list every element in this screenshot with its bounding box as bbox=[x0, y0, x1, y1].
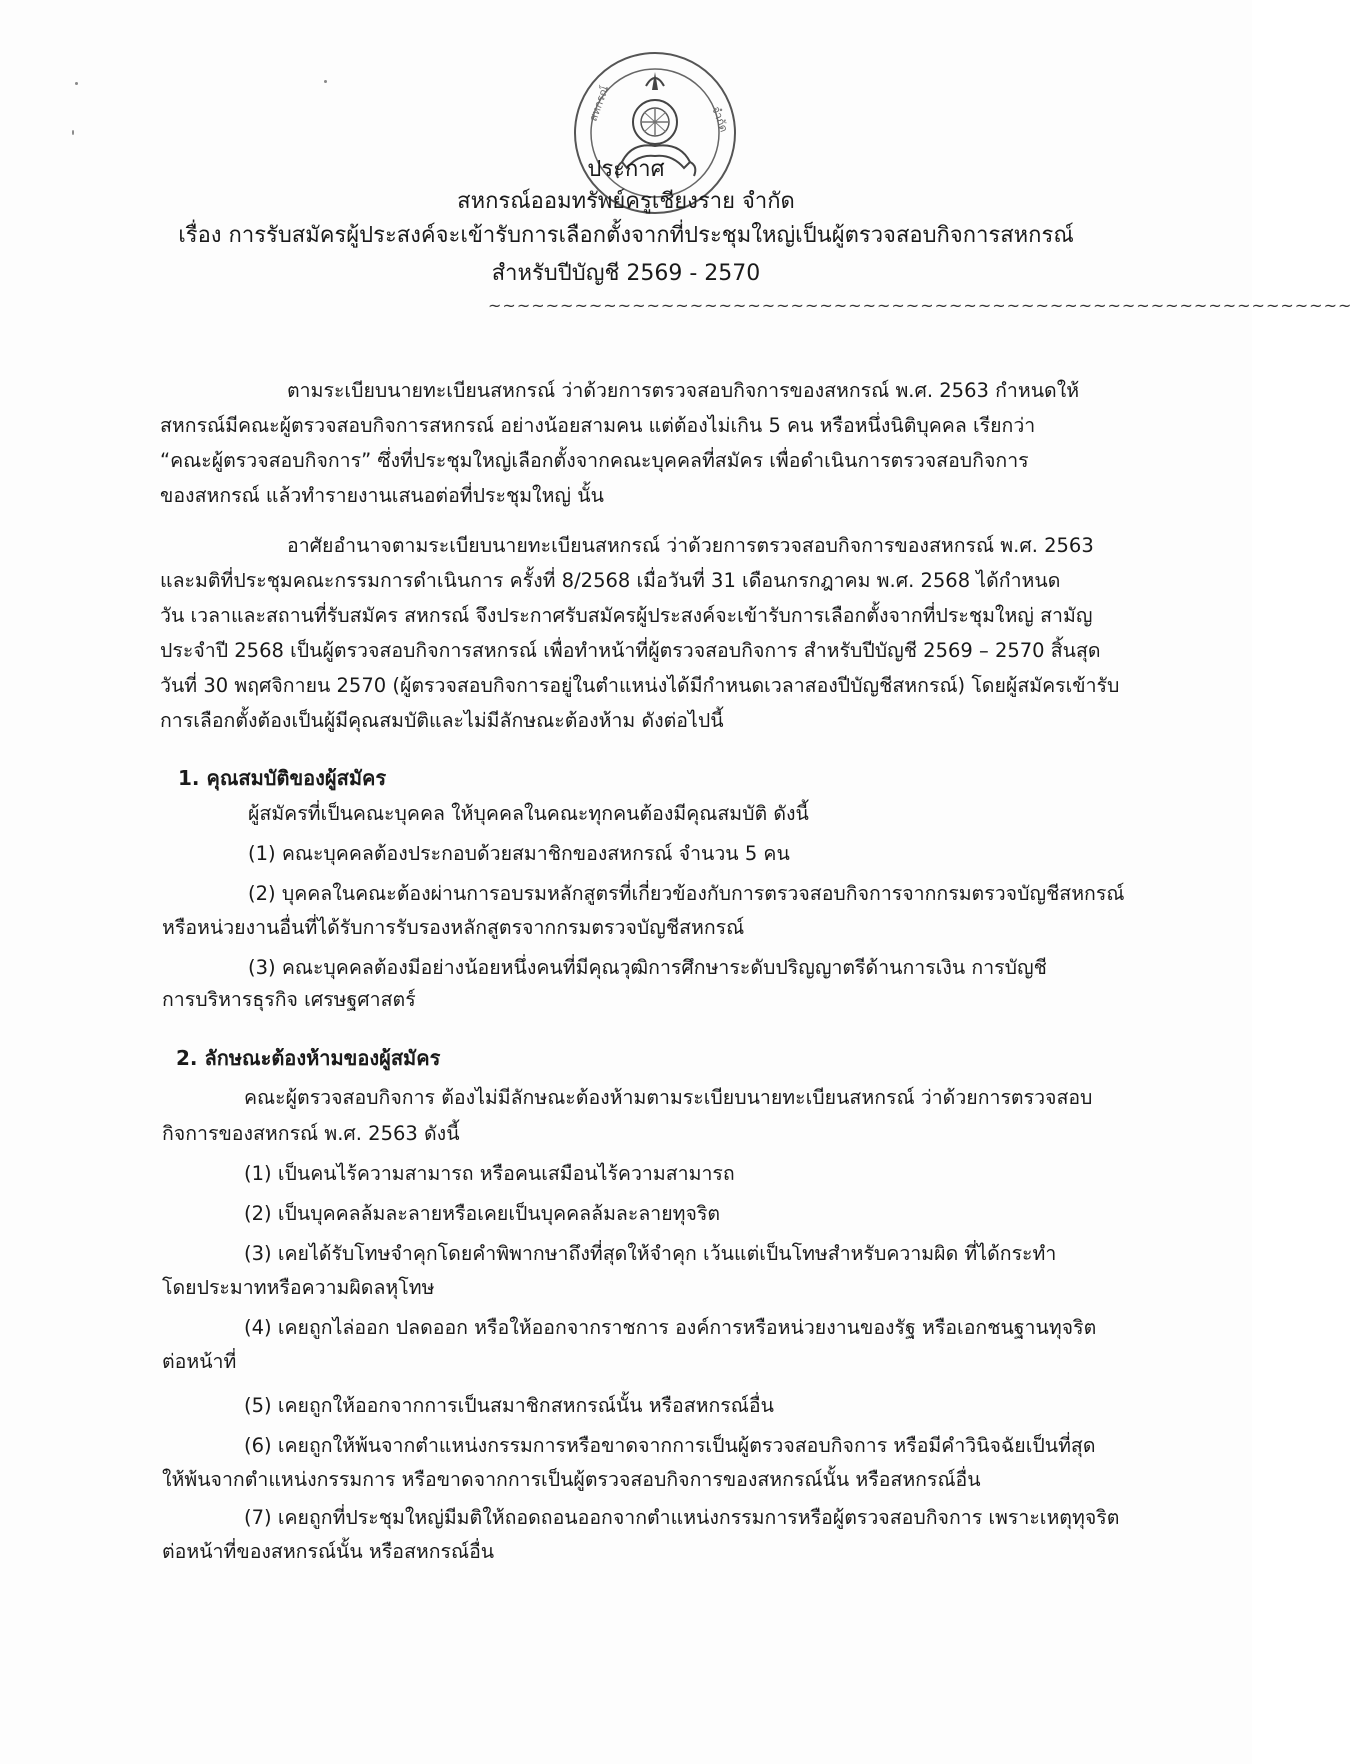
prohibition-item-continued: ต่อหน้าที่ bbox=[162, 1350, 237, 1373]
qualification-item: (2) บุคคลในคณะต้องผ่านการอบรมหลักสูตรที่เกี่ยวข้องกับการตรวจสอบกิจการจากกรมตรวจบัญชีสหกรณ์ bbox=[248, 882, 1125, 905]
svg-text:สหกรณ์: สหกรณ์ bbox=[586, 84, 612, 124]
paragraph-line: “คณะผู้ตรวจสอบกิจการ” ซึ่งที่ประชุมใหญ่เลือกตั้งจากคณะบุคคลที่สมัคร เพื่อดำเนินการตรวจสอบกิจการ bbox=[160, 449, 1029, 472]
paragraph-line: สหกรณ์มีคณะผู้ตรวจสอบกิจการสหกรณ์ อย่างน้อยสามคน แต่ต้องไม่เกิน 5 คน หรือหนึ่งนิติบุคคล เรียกว่า bbox=[160, 414, 1036, 437]
organization-name bbox=[0, 187, 1252, 217]
paragraph-line: วันที่ 30 พฤศจิกายน 2570 (ผู้ตรวจสอบกิจการอยู่ในตำแหน่งได้มีกำหนดเวลาสองปีบัญชีสหกรณ์) โดยผู้สมัครเข้ารับ bbox=[160, 674, 1120, 697]
section-2-lead-continued: กิจการของสหกรณ์ พ.ศ. 2563 ดังนี้ bbox=[162, 1122, 460, 1145]
qualification-item: (1) คณะบุคคลต้องประกอบด้วยสมาชิกของสหกรณ์ จำนวน 5 คน bbox=[248, 842, 790, 865]
fiscal-year-text: สำหรับปีบัญชี 2569 - 2570 bbox=[491, 261, 761, 286]
prohibition-item: (5) เคยถูกให้ออกจากการเป็นสมาชิกสหกรณ์นั้น หรือสหกรณ์อื่น bbox=[244, 1394, 774, 1417]
section-1-lead: ผู้สมัครที่เป็นคณะบุคคล ให้บุคคลในคณะทุกคนต้องมีคุณสมบัติ ดังนี้ bbox=[248, 802, 809, 825]
prohibition-item-continued: ต่อหน้าที่ของสหกรณ์นั้น หรือสหกรณ์อื่น bbox=[162, 1540, 495, 1563]
prohibition-item: (3) เคยได้รับโทษจำคุกโดยคำพิพากษาถึงที่สุดให้จำคุก เว้นแต่เป็นโทษสำหรับความผิด ที่ได้กระทำ bbox=[244, 1242, 1057, 1265]
section-2-lead: คณะผู้ตรวจสอบกิจการ ต้องไม่มีลักษณะต้องห้ามตามระเบียบนายทะเบียนสหกรณ์ ว่าด้วยการตรวจสอบ bbox=[244, 1086, 1093, 1109]
paragraph-line: การเลือกตั้งต้องเป็นผู้มีคุณสมบัติและไม่มีลักษณะต้องห้าม ดังต่อไปนี้ bbox=[160, 709, 724, 732]
intro-paragraph-1 bbox=[160, 375, 1135, 512]
prohibition-item: (7) เคยถูกที่ประชุมใหญ่มีมติให้ถอดถอนออกจากตำแหน่งกรรมการหรือผู้ตรวจสอบกิจการ เพราะเหตุทุจริต bbox=[244, 1506, 1120, 1529]
paragraph-line: และมติที่ประชุมคณะกรรมการดำเนินการ ครั้งที่ 8/2568 เมื่อวันที่ 31 เดือนกรกฎาคม พ.ศ. 2568 ได้กำหนด bbox=[160, 569, 1061, 592]
scan-speck bbox=[324, 80, 327, 83]
prohibition-item: (6) เคยถูกให้พ้นจากตำแหน่งกรรมการหรือขาดจากการเป็นผู้ตรวจสอบกิจการ หรือมีคำวินิจฉัยเป็นที่สุด bbox=[244, 1434, 1096, 1457]
prohibition-item-continued: ให้พ้นจากตำแหน่งกรรมการ หรือขาดจากการเป็นผู้ตรวจสอบกิจการของสหกรณ์นั้น หรือสหกรณ์อื่น bbox=[162, 1468, 981, 1491]
organization-name-text: สหกรณ์ออมทรัพย์ครูเชียงราย จำกัด bbox=[457, 189, 795, 214]
section-1-heading: 1. คุณสมบัติของผู้สมัคร bbox=[178, 766, 387, 790]
divider-line: ~~~~~~~~~~~~~~~~~~~~~~~~~~~~~~~~~~~~~~~~~~~~~~~~~~~~~~~~~~~~ bbox=[488, 296, 1352, 315]
section-2-heading: 2. ลักษณะต้องห้ามของผู้สมัคร bbox=[176, 1046, 441, 1070]
qualification-item-continued: หรือหน่วยงานอื่นที่ได้รับการรับรองหลักสูตรจากกรมตรวจบัญชีสหกรณ์ bbox=[162, 916, 745, 939]
prohibition-item: (4) เคยถูกไล่ออก ปลดออก หรือให้ออกจากราชการ องค์การหรือหน่วยงานของรัฐ หรือเอกชนฐานทุจริต bbox=[244, 1316, 1097, 1339]
intro-paragraph-2 bbox=[160, 530, 1135, 737]
paragraph-line: ประจำปี 2568 เป็นผู้ตรวจสอบกิจการสหกรณ์ เพื่อทำหน้าที่ผู้ตรวจสอบกิจการ สำหรับปีบัญชี 2569 – 2570 สิ้นสุด bbox=[160, 639, 1101, 662]
announcement-subject-text: เรื่อง การรับสมัครผู้ประสงค์จะเข้ารับการเลือกตั้งจากที่ประชุมใหญ่เป็นผู้ตรวจสอบกิจการสหกรณ์ bbox=[178, 223, 1074, 248]
prohibition-item-continued: โดยประมาทหรือความผิดลหุโทษ bbox=[162, 1276, 435, 1299]
prohibition-item: (2) เป็นบุคคลล้มละลายหรือเคยเป็นบุคคลล้มละลายทุจริต bbox=[244, 1202, 721, 1225]
qualification-item-continued: การบริหารธุรกิจ เศรษฐศาสตร์ bbox=[162, 988, 416, 1011]
paragraph-line: วัน เวลาและสถานที่รับสมัคร สหกรณ์ จึงประกาศรับสมัครผู้ประสงค์จะเข้ารับการเลือกตั้งจากที่ประชุมใหญ่ สามัญ bbox=[160, 604, 1093, 627]
scan-speck bbox=[72, 130, 74, 135]
paragraph-line: ตามระเบียบนายทะเบียนสหกรณ์ ว่าด้วยการตรวจสอบกิจการของสหกรณ์ พ.ศ. 2563 กำหนดให้ bbox=[287, 379, 1080, 402]
scan-speck bbox=[75, 82, 78, 85]
qualification-item: (3) คณะบุคคลต้องมีอย่างน้อยหนึ่งคนที่มีคุณวุฒิการศึกษาระดับปริญญาตรีด้านการเงิน การบัญชี bbox=[248, 956, 1047, 979]
paragraph-line: อาศัยอำนาจตามระเบียบนายทะเบียนสหกรณ์ ว่าด้วยการตรวจสอบกิจการของสหกรณ์ พ.ศ. 2563 bbox=[287, 534, 1094, 557]
paragraph-line: ของสหกรณ์ แล้วทำรายงานเสนอต่อที่ประชุมใหญ่ นั้น bbox=[160, 484, 604, 507]
svg-text:จำกัด: จำกัด bbox=[709, 104, 731, 134]
announcement-subject bbox=[0, 221, 1252, 251]
announcement-title bbox=[0, 155, 1252, 185]
fiscal-year-line bbox=[0, 259, 1252, 289]
prohibition-item: (1) เป็นคนไร้ความสามารถ หรือคนเสมือนไร้ความสามารถ bbox=[244, 1162, 735, 1185]
announcement-title-text: ประกาศ bbox=[587, 157, 665, 182]
